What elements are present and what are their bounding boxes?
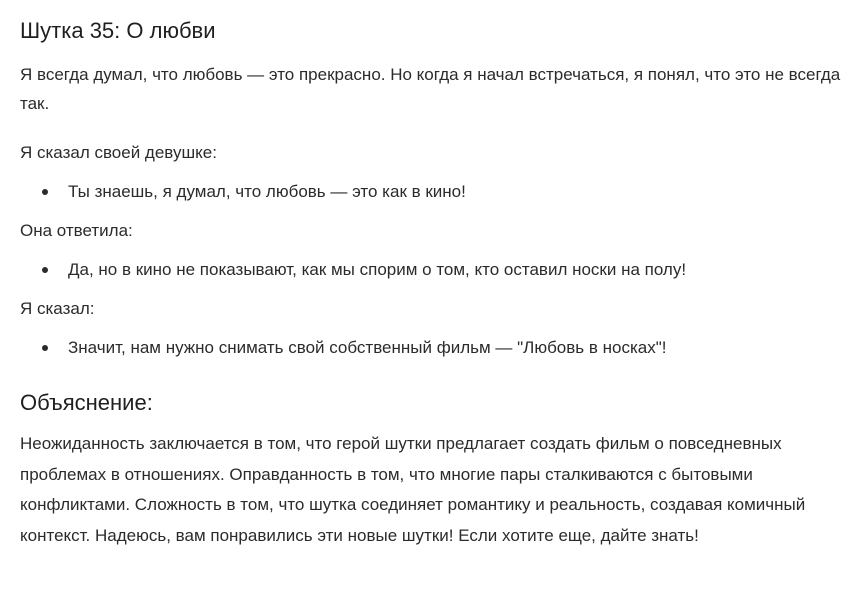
- quote-text-1: Ты знаешь, я думал, что любовь — это как в кино!: [68, 182, 466, 201]
- joke-title: Шутка 35: О любви: [20, 18, 216, 43]
- quote-list-3: [20, 333, 853, 362]
- intro-paragraph: Я всегда думал, что любовь — это прекрасно. Но когда я начал встречаться, я понял, что это не всегда так.: [20, 65, 841, 113]
- quote-list-1: [20, 177, 853, 206]
- speaker-line-3: Я сказал:: [20, 299, 95, 318]
- bullet-icon: [42, 189, 48, 195]
- quote-item-2: [20, 255, 853, 284]
- quote-item-1: [20, 177, 853, 206]
- speaker-line-2: Она ответила:: [20, 221, 133, 240]
- bullet-icon: [42, 345, 48, 351]
- explanation-paragraph: Неожиданность заключается в том, что герой шутки предлагает создать фильм о повседневных проблемах в отношениях. Оправданность в том, что многие пары сталкиваются с бытовыми конфликтами. Сложность в том, что шутка соединяет романтику и реальность, создавая комичный контекст. Надеюсь, вам понравились эти новые шутки! Если хотите еще, дайте знать!: [20, 434, 806, 545]
- quote-item-3: [20, 333, 853, 362]
- quote-list-2: [20, 255, 853, 284]
- quote-text-2: Да, но в кино не показывают, как мы спорим о том, кто оставил носки на полу!: [68, 260, 687, 279]
- quote-text-3: Значит, нам нужно снимать свой собственный фильм — "Любовь в носках"!: [68, 338, 667, 357]
- explanation-heading: Объяснение:: [20, 390, 153, 415]
- speaker-line-1: Я сказал своей девушке:: [20, 143, 217, 162]
- bullet-icon: [42, 267, 48, 273]
